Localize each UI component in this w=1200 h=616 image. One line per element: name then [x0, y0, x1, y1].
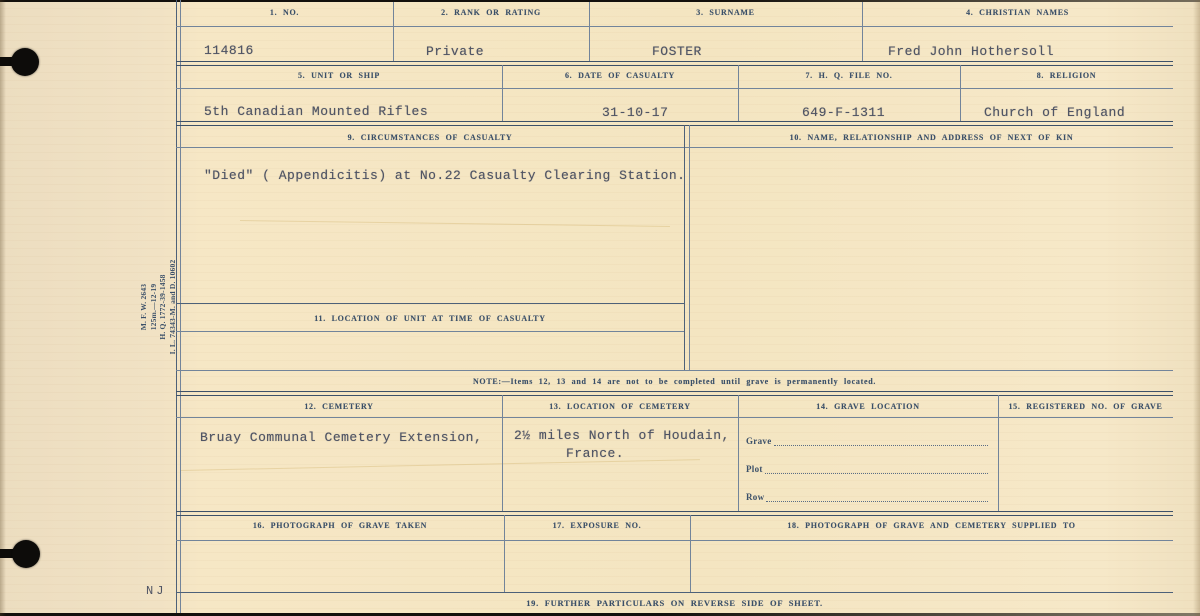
- field-label-no: 1. NO.: [269, 8, 300, 17]
- field-label-photo-taken: 16. PHOTOGRAPH OF GRAVE TAKEN: [252, 521, 428, 530]
- field-label-registered-no: 15. REGISTERED NO. OF GRAVE: [1008, 402, 1163, 411]
- divider: [393, 2, 394, 61]
- print-code-line: M. F. W. 2643: [139, 283, 148, 331]
- field-label-photo-supplied: 18. PHOTOGRAPH OF GRAVE AND CEMETERY SUPPLIED TO: [787, 521, 1076, 530]
- rule: [176, 88, 1173, 89]
- field-value-hq-file-no: 649-F-1311: [802, 105, 886, 120]
- divider: [689, 125, 690, 370]
- print-code-line: I. L. 74343-M. and D. 10602: [167, 259, 177, 355]
- rule: [176, 592, 1173, 593]
- field-label-circumstances: 9. CIRCUMSTANCES OF CASUALTY: [347, 133, 513, 142]
- heavy-rule: [176, 121, 1173, 126]
- form-print-code: [139, 252, 179, 362]
- field-label-next-of-kin: 10. NAME, RELATIONSHIP AND ADDRESS OF NEXT OF KIN: [789, 133, 1074, 142]
- field-value-christian-names: Fred John Hothersoll: [888, 44, 1055, 59]
- punch-hole-top: [11, 48, 39, 76]
- grave-location-plot-row: [746, 464, 988, 474]
- field-value-unit: 5th Canadian Mounted Rifles: [204, 104, 429, 119]
- paper-edge-left: [0, 0, 6, 616]
- grave-location-row-row: [746, 492, 988, 502]
- field-label-unit: 5. UNIT OR SHIP: [297, 71, 381, 80]
- rule: [176, 303, 684, 304]
- print-code-line: H. Q. 1772-39-1458: [158, 274, 167, 340]
- rule: [176, 331, 684, 332]
- divider: [502, 65, 503, 121]
- note-text: NOTE:—Items 12, 13 and 14 are not to be completed until grave is permanently located.: [472, 377, 877, 386]
- rule: [176, 147, 1173, 148]
- print-code-line: 125m.—12-19: [148, 283, 158, 331]
- field-label-surname: 3. SURNAME: [696, 8, 755, 17]
- field-label-rank: 2. RANK OR RATING: [441, 8, 541, 17]
- field-value-no: 114816: [204, 43, 254, 58]
- divider: [960, 65, 961, 121]
- field-value-rank: Private: [426, 44, 485, 59]
- divider: [690, 515, 691, 592]
- field-value-surname: FOSTER: [652, 44, 702, 59]
- field-label-exposure-no: 17. EXPOSURE NO.: [552, 521, 642, 530]
- field-label-further-particulars: 19. FURTHER PARTICULARS ON REVERSE SIDE OF SHEET.: [526, 598, 823, 608]
- heavy-rule: [176, 391, 1173, 396]
- rule: [176, 26, 1173, 27]
- rule: [176, 370, 1173, 371]
- divider: [738, 395, 739, 511]
- field-label-christian-names: 4. CHRISTIAN NAMES: [966, 8, 1069, 17]
- grave-location-grave-row: [746, 436, 988, 446]
- rule: [176, 540, 1173, 541]
- grave-label: Grave: [746, 436, 772, 446]
- rule: [176, 417, 1173, 418]
- divider: [998, 395, 999, 511]
- grave-dotted-line: [774, 436, 989, 446]
- field-label-cemetery-location: 13. LOCATION OF CEMETERY: [549, 402, 691, 411]
- field-value-circumstances: "Died" ( Appendicitis) at No.22 Casualty Clearing Station.: [204, 168, 686, 183]
- field-label-unit-location: 11. LOCATION OF UNIT AT TIME OF CASUALTY: [314, 314, 546, 323]
- plot-label: Plot: [746, 464, 763, 474]
- row-label: Row: [746, 492, 765, 502]
- field-value-cemetery: Bruay Communal Cemetery Extension,: [200, 430, 483, 445]
- field-label-grave-location: 14. GRAVE LOCATION: [816, 402, 920, 411]
- divider: [589, 2, 590, 61]
- field-label-cemetery: 12. CEMETERY: [304, 402, 374, 411]
- paper-edge-right: [1193, 0, 1200, 616]
- heavy-rule: [176, 511, 1173, 516]
- field-value-cemetery-location-line2: France.: [566, 446, 625, 461]
- field-label-hq-file-no: 7. H. Q. FILE NO.: [805, 71, 893, 80]
- heavy-rule: [176, 61, 1173, 66]
- row-dotted-line: [766, 492, 988, 502]
- divider: [738, 65, 739, 121]
- punch-hole-bottom: [12, 540, 40, 568]
- field-value-cemetery-location-line1: 2½ miles North of Houdain,: [514, 428, 730, 443]
- divider: [862, 2, 863, 61]
- divider: [502, 395, 503, 511]
- field-label-date-of-casualty: 6. DATE OF CASUALTY: [564, 71, 676, 80]
- divider: [684, 125, 685, 370]
- margin-annotation: NJ: [146, 584, 167, 598]
- divider: [504, 515, 505, 592]
- field-label-religion: 8. RELIGION: [1036, 71, 1097, 80]
- paper-crease: [240, 220, 670, 227]
- field-value-date-of-casualty: 31-10-17: [602, 105, 669, 120]
- field-value-religion: Church of England: [984, 105, 1126, 120]
- plot-dotted-line: [765, 464, 988, 474]
